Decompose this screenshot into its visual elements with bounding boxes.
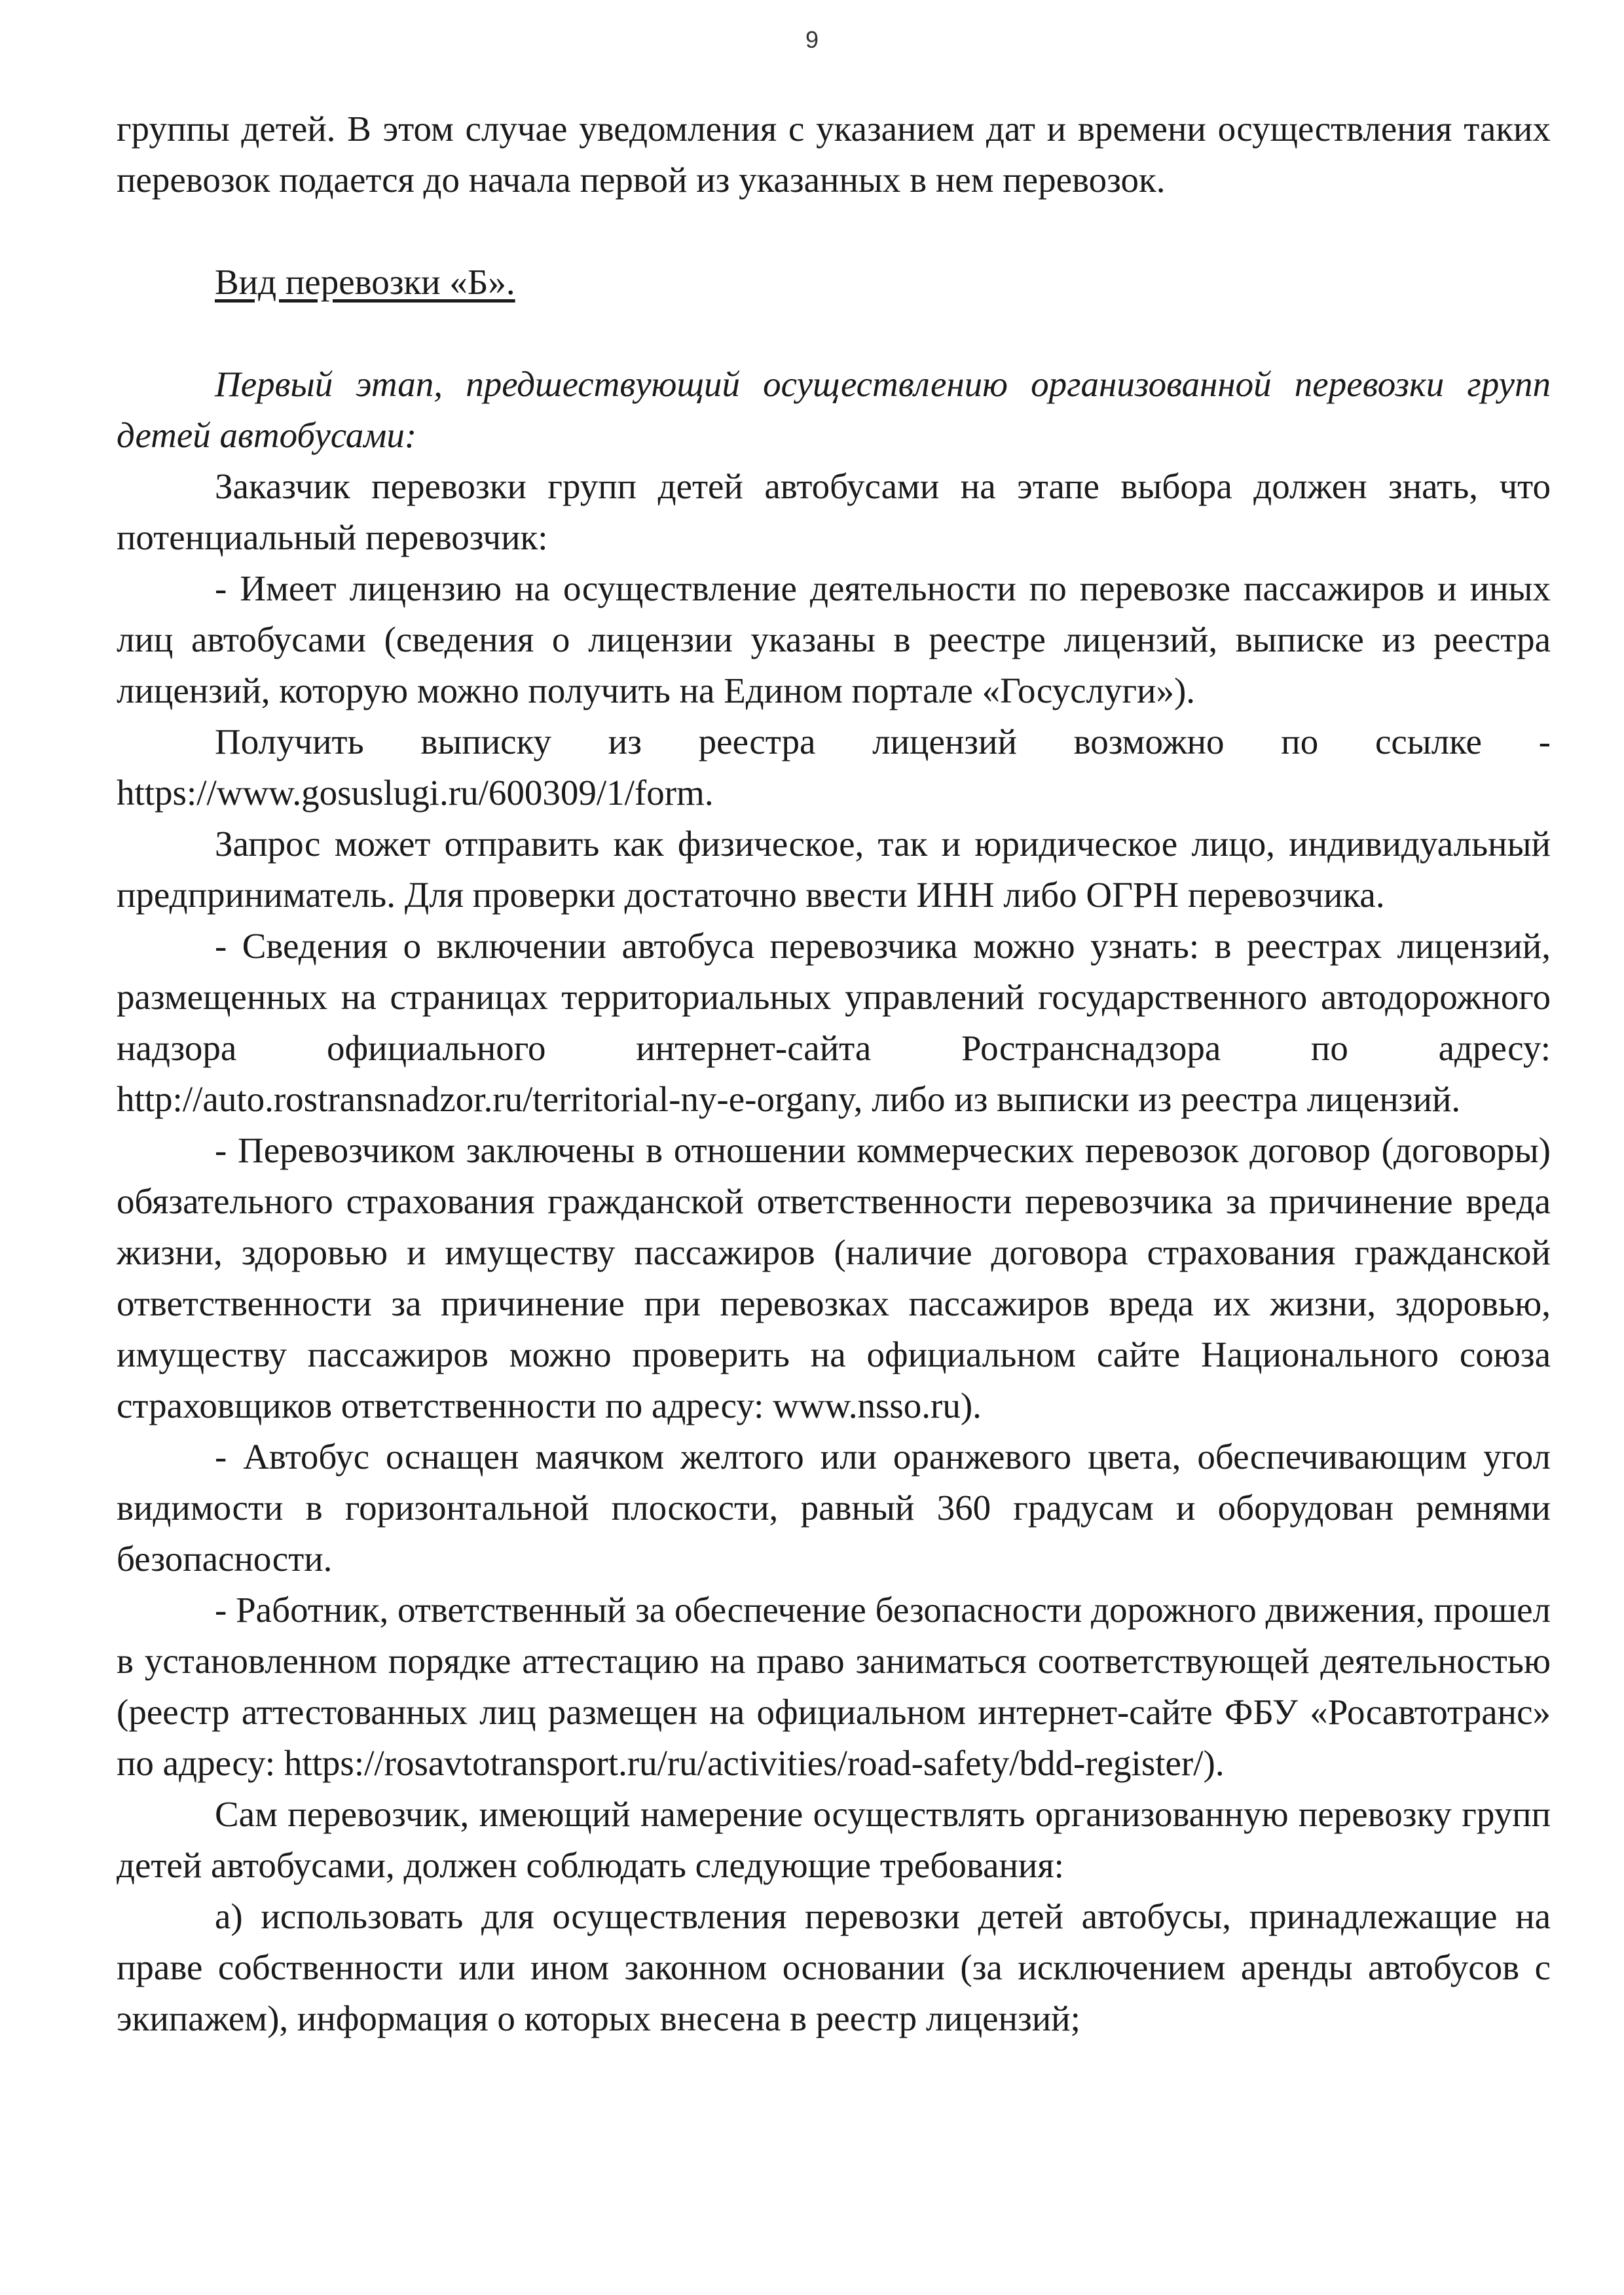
section-heading: Вид перевозки «Б».: [215, 262, 515, 302]
paragraph-customer: Заказчик перевозки групп детей автобусами на этапе выбора должен знать, что потенциальный перевозчик:: [117, 466, 1551, 557]
page-number: 9: [805, 26, 819, 53]
document-body: [117, 103, 1551, 2044]
paragraph-bus-registry: - Сведения о включении автобуса перевозчика можно узнать: в реестрах лицензий, размещенных на страницах территориальных управлений государственного автодорожного надзора официального интернет-сайта Ространснадзора по адресу: http://auto.rostransnadzor.ru/territorial-ny-e-organy, либо из выписки из реестра лицензий.: [117, 926, 1551, 1119]
paragraph-safety-officer: - Работник, ответственный за обеспечение безопасности дорожного движения, прошел в установленном порядке аттестацию на право заниматься соответствующей деятельностью (реестр аттестованных лиц размещен на официальном интернет-сайте ФБУ «Росавтотранс» по адресу: https://rosavtotransport.ru/ru/activities/road-safety/bdd-register/).: [117, 1590, 1551, 1783]
paragraph-carrier-requirements: Сам перевозчик, имеющий намерение осуществлять организованную перевозку групп детей автобусами, должен соблюдать следующие требования:: [117, 1794, 1551, 1885]
stage-title: Первый этап, предшествующий осуществлению организованной перевозки групп детей автобусами:: [117, 364, 1551, 455]
paragraph-requirement-a: а) использовать для осуществления перевозки детей автобусы, принадлежащие на праве собственности или ином законном основании (за исключением аренды автобусов с экипажем), информация о которых внесена в реестр лицензий;: [117, 1896, 1551, 2038]
paragraph-continuation: группы детей. В этом случае уведомления с указанием дат и времени осуществления таких перевозок подается до начала первой из указанных в нем перевозок.: [117, 109, 1551, 200]
paragraph-license: - Имеет лицензию на осуществление деятельности по перевозке пассажиров и иных лиц автобусами (сведения о лицензии указаны в реестре лицензий, выписке из реестра лицензий, которую можно получить на Едином портале «Госуслуги»).: [117, 568, 1551, 710]
paragraph-beacon: - Автобус оснащен маячком желтого или оранжевого цвета, обеспечивающим угол видимости в горизонтальной плоскости, равный 360 градусам и оборудован ремнями безопасности.: [117, 1437, 1551, 1579]
paragraph-insurance: - Перевозчиком заключены в отношении коммерческих перевозок договор (договоры) обязательного страхования гражданской ответственности перевозчика за причинение вреда жизни, здоровью и имуществу пассажиров (наличие договора страхования гражданской ответственности за причинение при перевозках пассажиров вреда их жизни, здоровью, имуществу пассажиров можно проверить на официальном сайте Национального союза страховщиков ответственности по адресу: www.nsso.ru).: [117, 1130, 1551, 1425]
paragraph-request: Запрос может отправить как физическое, так и юридическое лицо, индивидуальный предприниматель. Для проверки достаточно ввести ИНН либо ОГРН перевозчика.: [117, 824, 1551, 915]
paragraph-extract-link: Получить выписку из реестра лицензий возможно по ссылке - https://www.gosuslugi.ru/600309/1/form.: [117, 722, 1551, 813]
